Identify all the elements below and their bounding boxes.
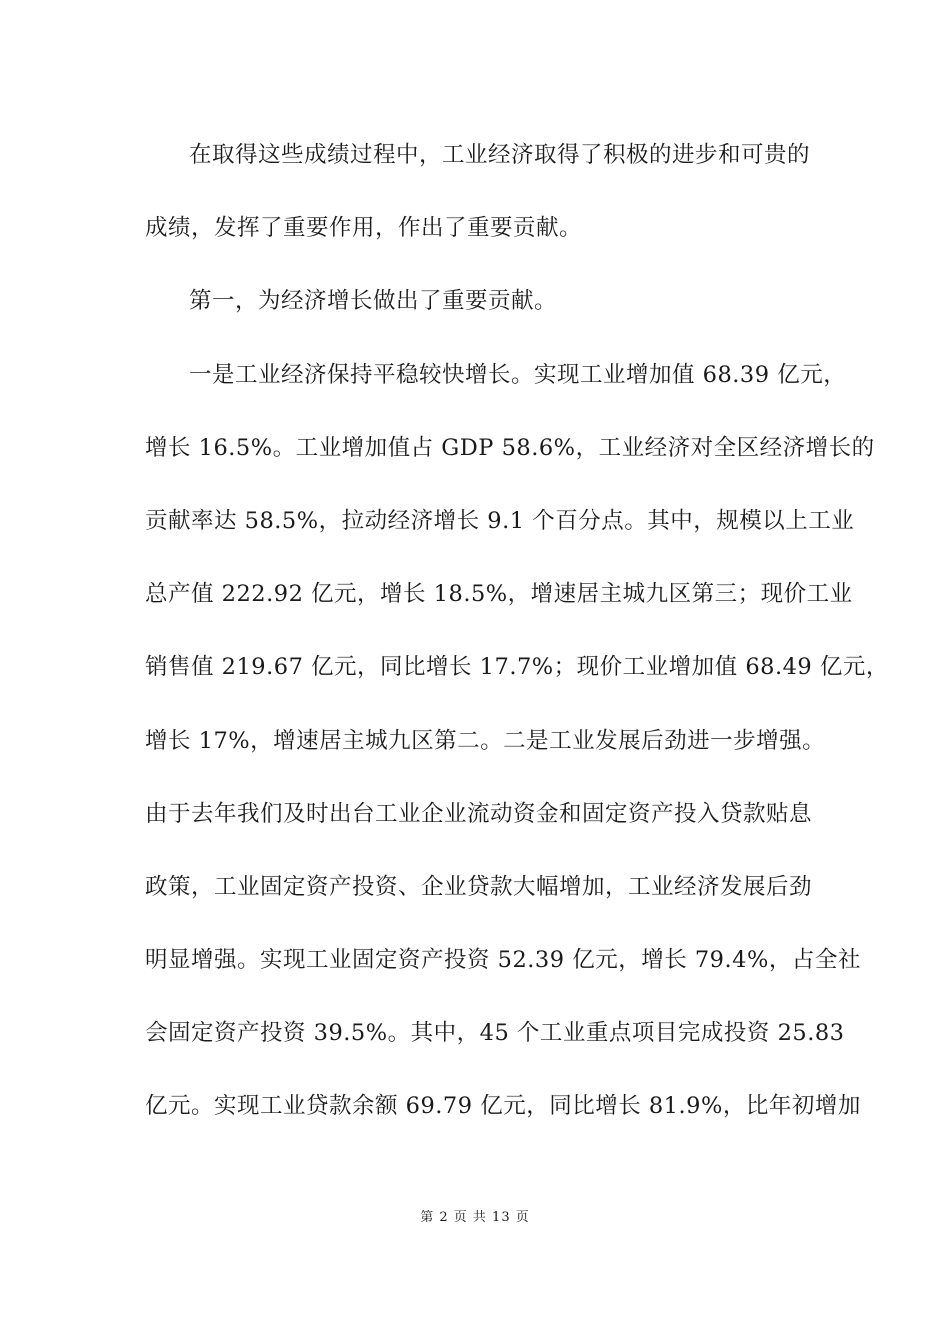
paragraph-line: 在取得这些成绩过程中，工业经济取得了积极的进步和可贵的 [189,142,811,168]
paragraph-line: 销售值 219.67 亿元，同比增长 17.7%；现价工业增加值 68.49 亿元， [145,654,889,681]
paragraph-line: 总产值 222.92 亿元，增长 18.5%，增速居主城九区第三；现价工业 [145,581,853,608]
paragraph-line: 增长 16.5%。工业增加值占 GDP 58.6%，工业经济对全区经济增长的 [145,434,875,461]
paragraph-line: 增长 17%，增速居主城九区第二。二是工业发展后劲进一步增强。 [145,727,826,754]
paragraph-line: 成绩，发挥了重要作用，作出了重要贡献。 [145,215,583,242]
body-text [145,127,889,1152]
page-number-footer: 第 2 页 共 13 页 [420,1210,530,1225]
paragraph-line: 亿元。实现工业贷款余额 69.79 亿元，同比增长 81.9%，比年初增加 [145,1093,861,1120]
paragraph-line: 明显增强。实现工业固定资产投资 52.39 亿元，增长 79.4%，占全社 [145,947,861,974]
paragraph-line: 贡献率达 58.5%，拉动经济增长 9.1 个百分点。其中，规模以上工业 [145,507,855,534]
paragraph-line: 第一，为经济增长做出了重要贡献。 [189,288,558,315]
paragraph-line: 一是工业经济保持平稳较快增长。实现工业增加值 68.39 亿元， [189,361,847,388]
paragraph-line: 政策，工业固定资产投资、企业贷款大幅增加，工业经济发展后劲 [145,873,813,900]
paragraph-line: 由于去年我们及时出台工业企业流动资金和固定资产投入贷款贴息 [145,800,813,827]
paragraph-line: 会固定资产投资 39.5%。其中，45 个工业重点项目完成投资 25.83 [145,1020,845,1047]
